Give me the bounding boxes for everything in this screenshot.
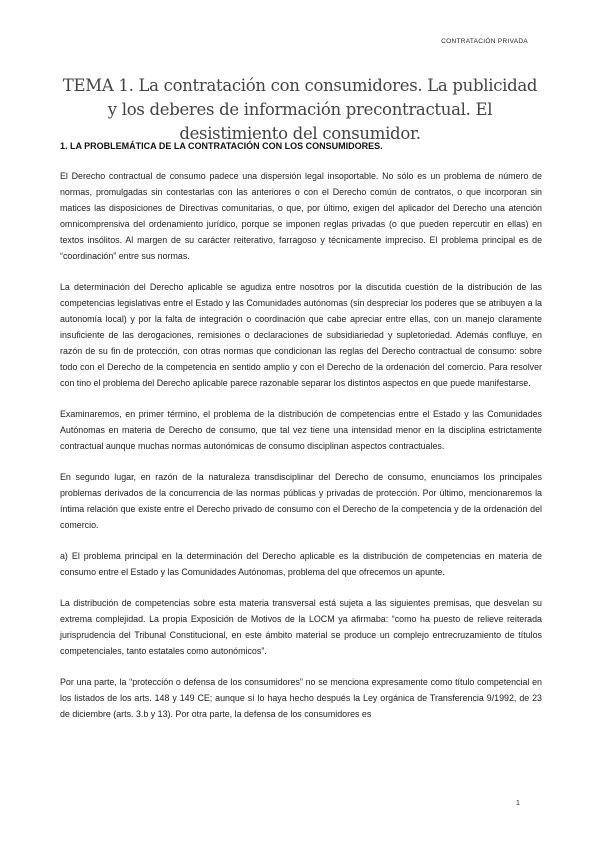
paragraph: La distribución de competencias sobre esta materia transversal está sujeta a las siguientes premisas, que desvelan su extrema complejidad. La propia Exposición de Motivos de la LOCM ya afirmaba: “como ha puesto de relieve reiterada jurisprudencia del Tribunal Constitucional, en este ámbito material se produce un complejo entrecruzamiento de títulos competenciales, tanto estatales como autonómicos”. [60,598,542,656]
page-number: 1 [516,800,520,807]
running-header: CONTRATACIÓN PRIVADA [441,38,528,45]
paragraph: En segundo lugar, en razón de la naturaleza transdisciplinar del Derecho de consumo, enunciamos los principales problemas derivados de la concurrencia de las normas públicas y privadas de protección. Por último, mencionaremos la íntima relación que existe entre el Derecho privado de consumo con el Derecho de la competencia y de la ordenación del comercio. [60,472,542,530]
section-heading: 1. LA PROBLEMÁTICA DE LA CONTRATACIÓN CON LOS CONSUMIDORES. [60,141,383,151]
document-title: TEMA 1. La contratación con consumidores. La publicidad y los deberes de información precontractual. El desistimiento del consumidor. [62,76,538,143]
paragraph: Por una parte, la “protección o defensa de los consumidores” no se menciona expresamente como título competencial en los listados de los arts. 148 y 149 CE; aunque sí lo haya hecho después la Ley orgánica de Transferencia 9/1992, de 23 de diciembre (arts. 3.b y 13). Por otra parte, la defensa de los consumidores es [60,677,542,719]
paragraph: a) El problema principal en la determinación del Derecho aplicable es la distribución de competencias en materia de consumo entre el Estado y las Comunidades Autónomas, problema del que ofrecemos un apunte. [60,551,542,577]
body-text [60,168,542,737]
paragraph: El Derecho contractual de consumo padece una dispersión legal insoportable. No sólo es un problema de número de normas, promulgadas sin contestarlas con las anteriores o con el Derecho común de contratos, o que incorporan sin matices las disposiciones de Directivas comunitarias, o que, por último, exigen del aplicador del Derecho una atención omnicomprensiva del ordenamiento jurídico, porque se imponen reglas privadas (o que pueden repercutir en ellas) en textos insólitos. Al margen de su carácter reiterativo, farragoso y técnicamente impreciso. El problema principal es de “coordinación” entre sus normas. [60,171,542,261]
paragraph: La determinación del Derecho aplicable se agudiza entre nosotros por la discutida cuestión de la distribución de las competencias legislativas entre el Estado y las Comunidades autónomas (sin despreciar los poderes que se atribuyen a la autonomía local) y por la falta de integración o coordinación que cabe apreciar entre ellas, con un manejo claramente insuficiente de las derogaciones, remisiones o declaraciones de subsidiariedad y supletoriedad. Además confluye, en razón de su fin de protección, con otras normas que condicionan las reglas del Derecho contractual de consumo: sobre todo con el Derecho de la competencia en sentido amplio y con el Derecho de la ordenación del comercio. Para resolver con tino el problema del Derecho aplicable parece razonable separar los distintos aspectos en que puede manifestarse. [60,282,542,388]
paragraph: Examinaremos, en primer término, el problema de la distribución de competencias entre el Estado y las Comunidades Autónomas en materia de Derecho de consumo, que tal vez tiene una intensidad menor en la disciplina estrictamente contractual aunque muchas normas autonómicas de consumo disciplinan aspectos contractuales. [60,409,542,451]
